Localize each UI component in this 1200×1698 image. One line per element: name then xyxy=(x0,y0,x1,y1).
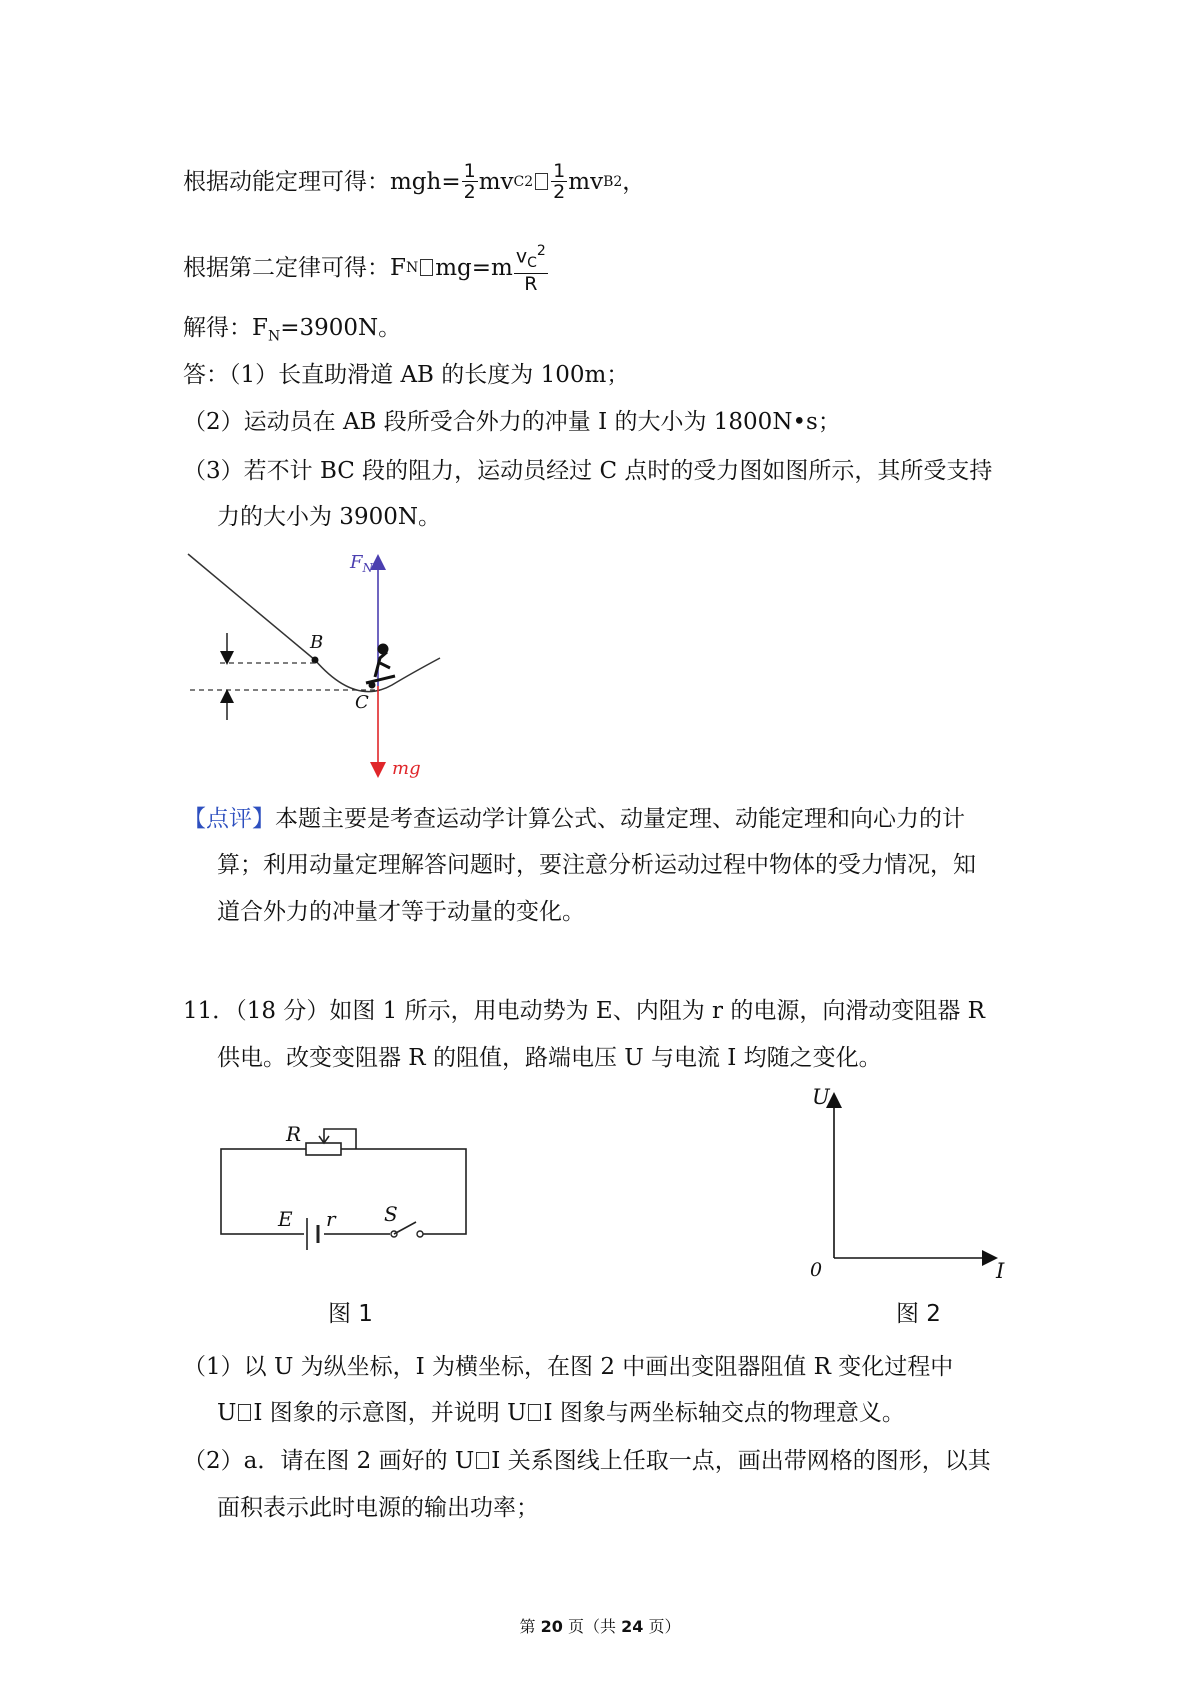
slope-line xyxy=(188,554,315,660)
switch-contact-2 xyxy=(417,1231,423,1237)
sq-b: 2 xyxy=(613,173,623,190)
comment-label: 【点评】 xyxy=(183,806,275,832)
label-s: S xyxy=(384,1202,398,1226)
circuit-diagram xyxy=(200,1105,480,1265)
missing-glyph-box-4 xyxy=(528,1404,541,1421)
comment-line-3: 道合外力的冲量才等于动量的变化。 xyxy=(217,899,585,925)
mv-b-term: mv xyxy=(568,168,604,195)
line1-end: ， xyxy=(622,168,646,195)
label-origin: 0 xyxy=(810,1259,823,1281)
half-numerator: 1 xyxy=(463,160,476,182)
missing-glyph-box-3 xyxy=(238,1404,251,1421)
energy-theorem-prefix: 根据动能定理可得：mgh= xyxy=(183,168,461,195)
second-law-mid: mg=m xyxy=(435,254,513,281)
sub-n: N xyxy=(405,259,419,276)
footer-page-number: 20 xyxy=(540,1617,563,1636)
label-u: U xyxy=(812,1085,830,1109)
question-2-line-2: 面积表示此时电源的输出功率； xyxy=(217,1495,539,1521)
half-fraction xyxy=(462,161,478,202)
v-sub-c: C xyxy=(527,255,537,272)
problem-11-line-2: 供电。改变变阻器 R 的阻值，路端电压 U 与电流 I 均随之变化。 xyxy=(217,1045,882,1071)
answer-3a: （3）若不计 BC 段的阻力，运动员经过 C 点时的受力图如图所示，其所受支持 xyxy=(183,458,993,484)
problem-11-line-1: 11．（18 分）如图 1 所示，用电动势为 E、内阻为 r 的电源，向滑动变阻器 R xyxy=(183,998,985,1024)
footer-pre: 第 xyxy=(519,1617,541,1636)
energy-theorem-line xyxy=(183,161,645,202)
resistor-r xyxy=(306,1143,341,1155)
second-law-line xyxy=(183,241,549,294)
q1b-u: U xyxy=(217,1400,237,1426)
second-law-prefix: 根据第二定律可得：F xyxy=(183,254,406,281)
answer-2: （2）运动员在 AB 段所受合外力的冲量 I 的大小为 1800N•s； xyxy=(183,409,841,435)
label-mg: mg xyxy=(392,758,421,779)
v-sup-2: 2 xyxy=(536,243,546,259)
comment-line-2: 算；利用动量定理解答问题时，要注意分析运动过程中物体的受力情况，知 xyxy=(217,852,976,878)
figure-1-caption: 图 1 xyxy=(328,1301,373,1327)
question-1-line-1: （1）以 U 为纵坐标，I 为横坐标，在图 2 中画出变阻器阻值 R 变化过程中 xyxy=(183,1354,954,1380)
q2a-post: I 关系图线上任取一点，画出带网格的图形，以其 xyxy=(491,1448,991,1474)
half-numerator-2: 1 xyxy=(553,160,566,182)
question-2-line-1 xyxy=(183,1446,991,1476)
label-r-resistor: R xyxy=(286,1122,302,1146)
answer-1: 答：（1）长直助滑道 AB 的长度为 100m； xyxy=(183,362,630,388)
skier-icon xyxy=(366,645,395,683)
label-r-internal: r xyxy=(326,1207,336,1231)
footer-total-pages: 24 xyxy=(621,1617,644,1636)
half-denominator: 2 xyxy=(463,181,476,203)
label-i: I xyxy=(996,1259,1005,1283)
page-footer xyxy=(0,1614,1200,1637)
missing-glyph-box xyxy=(535,173,548,190)
vc2-numerator xyxy=(514,241,548,274)
comment-line-1 xyxy=(183,804,965,834)
circuit-wire xyxy=(221,1149,466,1234)
solve-line xyxy=(183,313,401,352)
solve-sub-n: N xyxy=(267,328,281,345)
half-denominator-2: 2 xyxy=(553,181,566,203)
q2a-pre: （2）a．请在图 2 画好的 U xyxy=(183,1448,475,1474)
mv-c-term: mv xyxy=(478,168,514,195)
label-c: C xyxy=(355,692,369,713)
footer-post: 页） xyxy=(643,1617,681,1636)
force-diagram xyxy=(180,548,480,788)
figure-2-caption: 图 2 xyxy=(896,1301,941,1327)
u-i-axes xyxy=(800,1082,1030,1292)
answer-3b: 力的大小为 3900N。 xyxy=(217,504,441,530)
half-fraction-2 xyxy=(551,161,567,202)
q1b-end: I 图象与两坐标轴交点的物理意义。 xyxy=(543,1400,905,1426)
label-b: B xyxy=(310,632,324,653)
solve-rest: =3900N。 xyxy=(280,315,402,341)
sub-c: C xyxy=(513,173,525,190)
label-e: E xyxy=(278,1207,293,1231)
sq-c: 2 xyxy=(524,173,534,190)
comment-text-1: 本题主要是考查运动学计算公式、动量定理、动能定理和向心力的计 xyxy=(275,806,965,832)
solve-prefix: 解得：F xyxy=(183,315,268,341)
r-denominator: R xyxy=(524,273,538,296)
sub-b: B xyxy=(603,173,614,190)
question-1-line-2 xyxy=(217,1398,905,1428)
footer-mid: 页（共 xyxy=(562,1617,622,1636)
missing-glyph-box-5 xyxy=(476,1452,489,1469)
label-fn: $F_N$ xyxy=(350,552,373,575)
v-squared-over-r xyxy=(514,241,548,294)
q1b-mid: I 图象的示意图，并说明 U xyxy=(253,1400,527,1426)
v-symbol: v xyxy=(515,245,528,268)
missing-glyph-box-2 xyxy=(420,259,433,276)
